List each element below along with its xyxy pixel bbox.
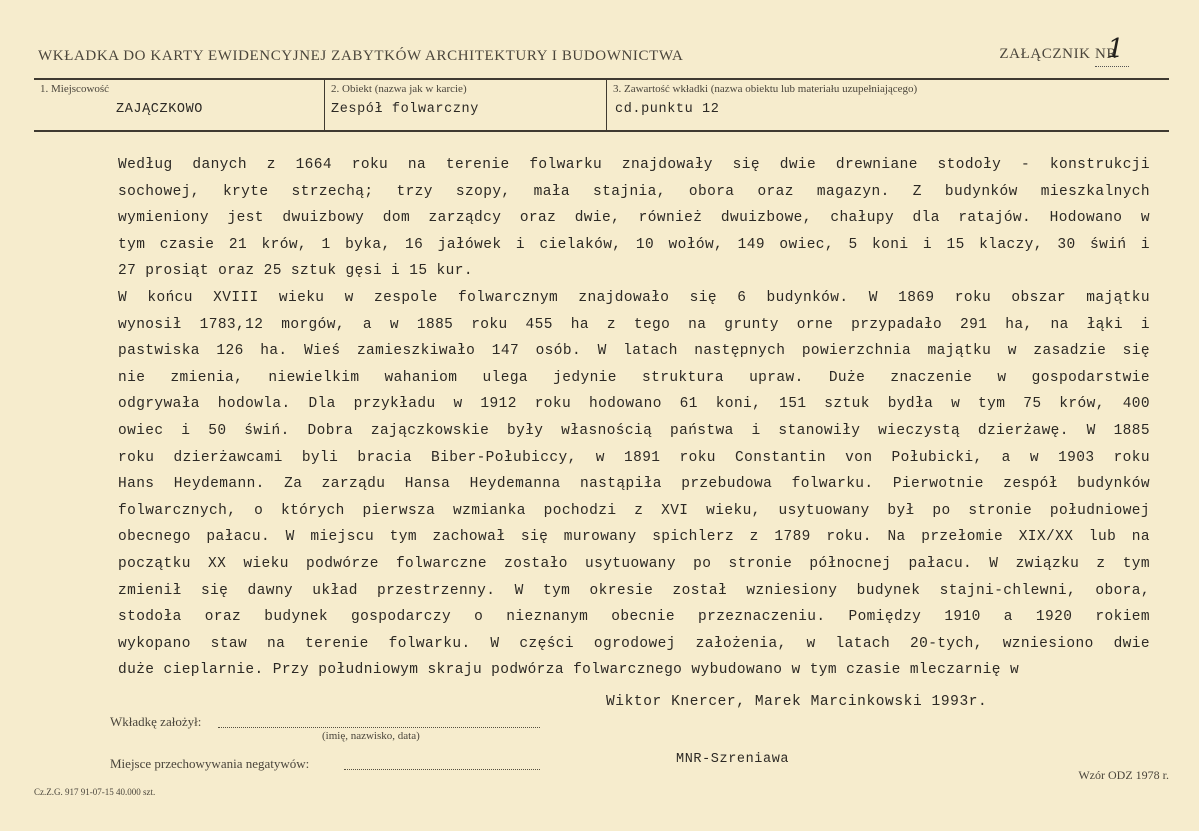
content-value: cd.punktu 12	[615, 102, 720, 117]
body-line: zmienił się dawny układ przestrzenny. W tym okresie został wzniesiony budynek stajni-chlewni, obora,	[118, 582, 1150, 599]
body-line: pastwiska 126 ha. Wieś zamieszkiwało 147 osób. W latach następnych powierzchnia majątku w zasadzie się	[118, 343, 1150, 360]
negatives-line	[344, 769, 540, 770]
header-fields-table	[34, 78, 1169, 132]
body-line: odgrywała hodowla. Dla przykładu w 1912 roku hodowano 61 koni, 151 sztuk bydła w tym 75 krów, 400	[118, 396, 1150, 413]
insert-by-label: Wkładkę założył:	[110, 714, 202, 729]
locality-label: 1. Miejscowość	[40, 83, 110, 95]
body-line: owiec i 50 świń. Dobra zajączkowskie były własnością państwa i stanowiły wieczystą dzierżawę. W 1885	[118, 422, 1150, 439]
negatives-label: Miejsce przechowywania negatywów:	[110, 756, 310, 771]
field-content	[606, 80, 1169, 130]
insert-by-caption: (imię, nazwisko, data)	[322, 730, 420, 742]
body-line: 27 prosiąt oraz 25 sztuk gęsi i 15 kur.	[118, 263, 473, 280]
print-info: Cz.Z.G. 917 91-07-15 40.000 szt.	[34, 787, 156, 797]
body-text	[118, 152, 1150, 684]
attachment-number-line	[1095, 66, 1129, 67]
body-line: początku XX wieku podwórze folwarczne zostało usytuowany po stronie północnej pałacu. W związku z tym	[118, 555, 1150, 572]
body-line: wynosił 1783,12 morgów, a w 1885 roku 455 ha z tego na grunty orne przypadało 291 ha, na łąki i	[118, 316, 1150, 333]
field-locality	[34, 80, 324, 130]
object-label: 2. Obiekt (nazwa jak w karcie)	[331, 83, 467, 95]
body-line: Hans Heydemann. Za zarządu Hansa Heydemanna nastąpiła przebudowa folwarku. Pierwotnie zespół budynków	[118, 476, 1150, 493]
body-line: wymieniony jest dwuizbowy dom zarządcy oraz dwie, również dwuizbowe, chałupy dla ratajów. Hodowano w	[118, 210, 1150, 227]
signature: Wiktor Knercer, Marek Marcinkowski 1993r.	[606, 694, 988, 710]
attachment-number: 1	[1107, 34, 1125, 64]
body-line: Według danych z 1664 roku na terenie folwarku znajdowały się dwie drewniane stodoły - konstrukcji	[118, 157, 1150, 173]
body-line: folwarcznych, o których pierwsza wzmianka pochodzi z XVI wieku, usytuowany był po stronie południowej	[118, 502, 1150, 519]
body-line: nie zmienia, niewielkim wahaniom ulega jedynie struktura upraw. Duże znaczenie w gospodarstwie	[118, 369, 1150, 386]
insert-by-line	[218, 727, 540, 728]
negatives-value: MNR-Szreniawa	[676, 752, 790, 767]
form-title: WKŁADKA DO KARTY EWIDENCYJNEJ ZABYTKÓW ARCHITEKTURY I BUDOWNICTWA	[38, 48, 684, 64]
body-line: duże cieplarnie. Przy południowym skraju podwórza folwarcznego wybudowano w tym czasie mleczarnię w	[118, 662, 1020, 679]
locality-value: ZAJĄCZKOWO	[116, 102, 204, 117]
body-line: obecnego pałacu. W miejscu tym zachował się murowany spichlerz z 1789 roku. Na przełomie XIX/XX lub na	[118, 529, 1150, 546]
attachment-label-text: ZAŁĄCZNIK NR	[999, 46, 1117, 62]
attachment-label	[999, 34, 1125, 64]
field-object	[324, 80, 607, 130]
content-label: 3. Zawartość wkładki (nazwa obiektu lub materiału uzupełniającego)	[613, 83, 918, 95]
body-line: stodoła oraz budynek gospodarczy o nieznanym obecnie przeznaczeniu. Pomiędzy 1910 a 1920 rokiem	[118, 609, 1150, 626]
body-line: roku dzierżawcami byli bracia Biber-Połubiccy, w 1891 roku Constantin von Połubicki, a w 1903 roku	[118, 449, 1150, 466]
object-value: Zespół folwarczny	[331, 102, 479, 117]
body-line: sochowej, kryte strzechą; trzy szopy, mała stajnia, obora oraz magazyn. Z budynków mieszkalnych	[118, 183, 1150, 200]
body-line: tym czasie 21 krów, 1 byka, 16 jałówek i cielaków, 10 wołów, 149 owiec, 5 koni i 15 klaczy, 30 świń i	[118, 236, 1150, 253]
form-pattern: Wzór ODZ 1978 r.	[1078, 768, 1169, 782]
body-line: W końcu XVIII wieku w zespole folwarcznym znajdowało się 6 budynków. W 1869 roku obszar majątku	[118, 289, 1150, 306]
body-line: wykopano staw na terenie folwarku. W części ogrodowej założenia, w latach 20-tych, wzniesiono dwie	[118, 635, 1150, 652]
